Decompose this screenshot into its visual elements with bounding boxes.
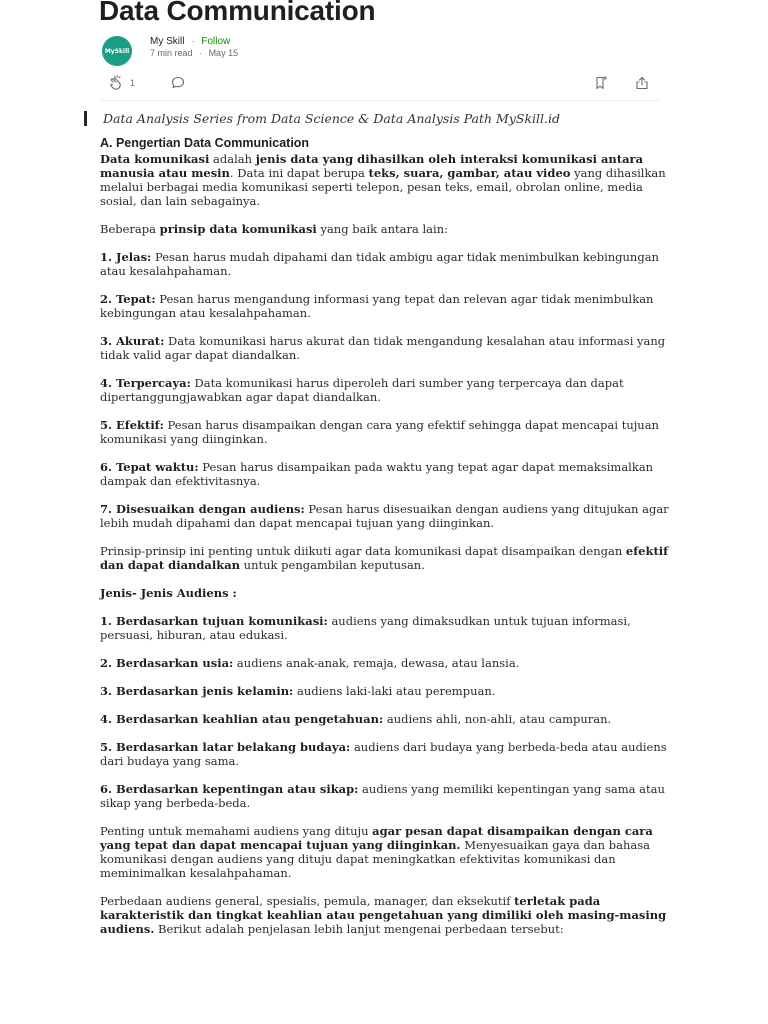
body-text: audiens yang dimaksudkan untuk tujuan informasi, persuasi, hiburan, atau edukasi. bbox=[100, 614, 631, 642]
article-paragraph bbox=[100, 712, 670, 726]
bold-text: 1. Berdasarkan tujuan komunikasi: bbox=[100, 614, 328, 628]
read-time: 7 min read bbox=[150, 48, 193, 58]
article-paragraph bbox=[100, 152, 670, 208]
bold-text: teks, suara, gambar, atau video bbox=[368, 166, 571, 180]
article-paragraph bbox=[100, 782, 670, 810]
meta-separator: · bbox=[191, 36, 195, 47]
author-avatar[interactable]: MySkill bbox=[102, 36, 132, 66]
article-paragraph bbox=[100, 292, 670, 320]
body-text: Penting untuk memahami audiens yang dituju bbox=[100, 824, 373, 838]
article-paragraph bbox=[100, 684, 670, 698]
body-text: Prinsip-prinsip ini penting untuk diikuti agar data komunikasi dapat disampaikan dengan bbox=[100, 544, 626, 558]
bold-text: 6. Tepat waktu: bbox=[100, 460, 199, 474]
follow-button[interactable]: Follow bbox=[201, 36, 231, 47]
publish-meta bbox=[150, 48, 238, 58]
body-text: Pesan harus disampaikan dengan cara yang efektif sehingga dapat mencapai tujuan komunikasi yang diinginkan. bbox=[100, 418, 659, 446]
bookmark-icon bbox=[593, 75, 609, 91]
body-text: audiens dari budaya yang berbeda-beda atau audiens dari budaya yang sama. bbox=[100, 740, 667, 768]
series-quote: Data Analysis Series from Data Science & Data Analysis Path MySkill.id bbox=[84, 111, 703, 126]
article-paragraph bbox=[100, 586, 670, 600]
body-text: Beberapa bbox=[100, 222, 160, 236]
bold-text: 3. Akurat: bbox=[100, 334, 165, 348]
article-paragraph bbox=[100, 418, 670, 446]
bold-text: efektif dan dapat diandalkan bbox=[100, 544, 669, 572]
body-text: Berikut adalah penjelasan lebih lanjut mengenai perbedaan tersebut: bbox=[154, 922, 564, 936]
comment-icon bbox=[170, 75, 186, 91]
body-text: Pesan harus disesuaikan dengan audiens yang ditujukan agar lebih mudah dipahami dan dapat mencapai tujuan yang diinginkan. bbox=[100, 502, 669, 530]
bold-text: 1. Jelas: bbox=[100, 250, 152, 264]
article-paragraph bbox=[100, 656, 670, 670]
bold-text: 4. Berdasarkan keahlian atau pengetahuan: bbox=[100, 712, 384, 726]
author-meta bbox=[150, 36, 230, 47]
clap-count: 1 bbox=[130, 78, 136, 88]
article-paragraph bbox=[100, 502, 670, 530]
body-text: Data komunikasi harus akurat dan tidak mengandung kesalahan atau informasi yang tidak valid agar dapat diandalkan. bbox=[100, 334, 666, 362]
bold-text: Data komunikasi bbox=[100, 152, 210, 166]
article-paragraph bbox=[100, 250, 670, 278]
bold-text: 5. Efektif: bbox=[100, 418, 164, 432]
bold-text: 2. Berdasarkan usia: bbox=[100, 656, 234, 670]
body-text: yang dihasilkan melalui berbagai media komunikasi seperti telepon, pesan teks, email, obrolan online, media sosial, dan lain sebagainya. bbox=[100, 166, 666, 208]
share-icon bbox=[634, 75, 650, 91]
bookmark-button[interactable] bbox=[593, 74, 609, 92]
body-text: audiens ahli, non-ahli, atau campuran. bbox=[383, 712, 612, 726]
article-paragraph bbox=[100, 740, 670, 768]
body-text: adalah bbox=[209, 152, 256, 166]
bold-text: 5. Berdasarkan latar belakang budaya: bbox=[100, 740, 351, 754]
body-text: Pesan harus mudah dipahami dan tidak ambigu agar tidak menimbulkan kebingungan atau kesalahpahaman. bbox=[100, 250, 659, 278]
section-heading: A. Pengertian Data Communication bbox=[100, 136, 310, 150]
share-button[interactable] bbox=[634, 74, 650, 92]
author-name[interactable]: My Skill bbox=[150, 36, 185, 47]
article-paragraph bbox=[100, 376, 670, 404]
bold-text: 2. Tepat: bbox=[100, 292, 156, 306]
bold-text: 7. Disesuaikan dengan audiens: bbox=[100, 502, 305, 516]
article-paragraph bbox=[100, 222, 670, 236]
body-text: audiens anak-anak, remaja, dewasa, atau lansia. bbox=[233, 656, 520, 670]
clap-button[interactable] bbox=[108, 74, 135, 92]
body-text: audiens laki-laki atau perempuan. bbox=[293, 684, 496, 698]
clap-icon bbox=[108, 75, 124, 91]
article-paragraph bbox=[100, 894, 670, 936]
article-body bbox=[100, 152, 670, 950]
body-text: Menyesuaikan gaya dan bahasa komunikasi dengan audiens yang dituju dapat meningkatkan efektivitas komunikasi dan meminimalkan kesalahpahaman. bbox=[100, 838, 650, 880]
article-title: Data Communication bbox=[99, 0, 376, 26]
bold-text: terletak pada karakteristik dan tingkat keahlian atau pengetahuan yang dimiliki oleh masing-masing audiens. bbox=[100, 894, 667, 936]
bold-text: 6. Berdasarkan kepentingan atau sikap: bbox=[100, 782, 359, 796]
body-text: audiens yang memiliki kepentingan yang sama atau sikap yang berbeda-beda. bbox=[100, 782, 665, 810]
body-text: Perbedaan audiens general, spesialis, pemula, manager, dan eksekutif bbox=[100, 894, 515, 908]
comment-button[interactable] bbox=[170, 74, 186, 92]
bold-text: 3. Berdasarkan jenis kelamin: bbox=[100, 684, 294, 698]
meta-separator-2: · bbox=[199, 48, 203, 58]
body-text: . Data ini dapat berupa bbox=[229, 166, 369, 180]
publish-date: May 15 bbox=[208, 48, 239, 58]
article-paragraph bbox=[100, 460, 670, 488]
article-paragraph bbox=[100, 614, 670, 642]
body-text: yang baik antara lain: bbox=[316, 222, 448, 236]
bold-text: jenis data yang dihasilkan oleh interaksi komunikasi antara manusia atau mesin bbox=[100, 152, 644, 180]
bold-text: 4. Terpercaya: bbox=[100, 376, 191, 390]
article-paragraph bbox=[100, 824, 670, 880]
bold-text: Jenis- Jenis Audiens : bbox=[100, 586, 237, 600]
bold-text: agar pesan dapat disampaikan dengan cara yang tepat dan dapat mencapai tujuan yang diinginkan. bbox=[100, 824, 653, 852]
article-paragraph bbox=[100, 334, 670, 362]
article-paragraph bbox=[100, 544, 670, 572]
bold-text: prinsip data komunikasi bbox=[159, 222, 317, 236]
body-text: untuk pengambilan keputusan. bbox=[240, 558, 425, 572]
body-text: Data komunikasi harus diperoleh dari sumber yang terpercaya dan dapat dipertanggungjawabkan agar dapat diandalkan. bbox=[100, 376, 624, 404]
divider bbox=[100, 100, 660, 101]
body-text: Pesan harus mengandung informasi yang tepat dan relevan agar tidak menimbulkan kebingungan atau kesalahpahaman. bbox=[100, 292, 654, 320]
body-text: Pesan harus disampaikan pada waktu yang tepat agar dapat memaksimalkan dampak dan efektivitasnya. bbox=[100, 460, 654, 488]
article-actions bbox=[108, 74, 658, 92]
